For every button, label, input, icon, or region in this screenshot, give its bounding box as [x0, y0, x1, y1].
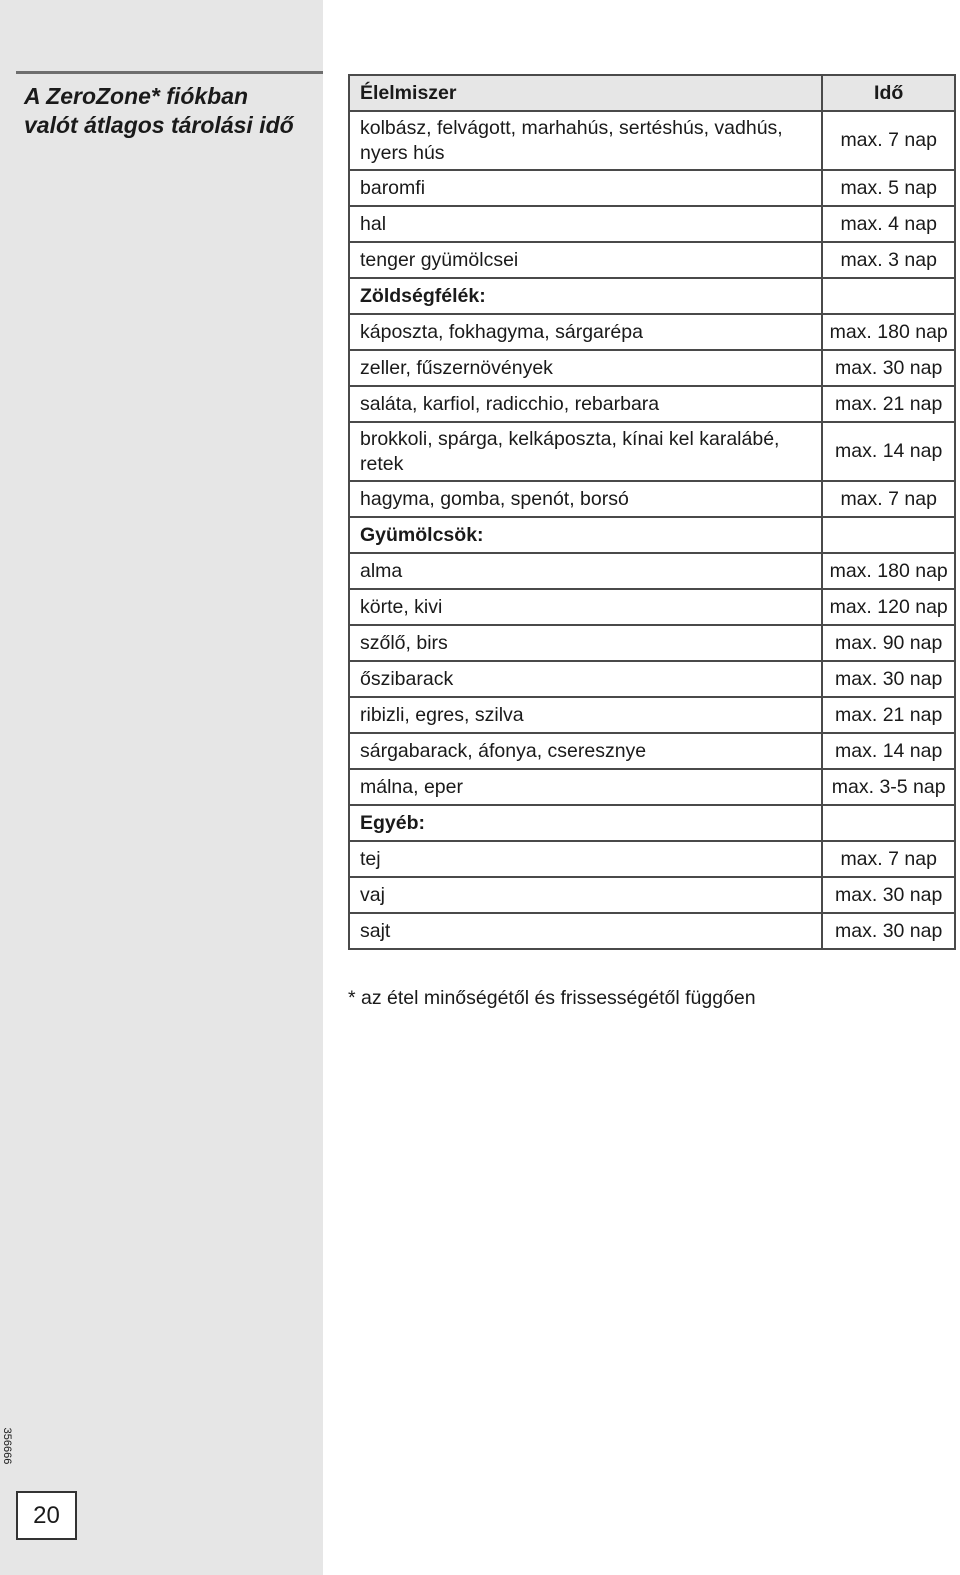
- time-cell: max. 21 nap: [822, 386, 955, 422]
- time-cell: [822, 278, 955, 314]
- time-cell: max. 14 nap: [822, 733, 955, 769]
- table-row: [349, 350, 955, 386]
- footnote: * az étel minőségétől és frissességétől függően: [348, 987, 756, 1009]
- food-cell: sárgabarack, áfonya, cseresznye: [349, 733, 822, 769]
- time-cell: max. 14 nap: [822, 422, 955, 481]
- time-cell: max. 30 nap: [822, 913, 955, 949]
- category-row: [349, 517, 955, 553]
- header-time: Idő: [822, 75, 955, 111]
- table-row: [349, 206, 955, 242]
- food-cell: saláta, karfiol, radicchio, rebarbara: [349, 386, 822, 422]
- food-cell: kolbász, felvágott, marhahús, sertéshús, vadhús, nyers hús: [349, 111, 822, 170]
- food-cell: káposzta, fokhagyma, sárgarépa: [349, 314, 822, 350]
- table-row: [349, 625, 955, 661]
- header-food: Élelmiszer: [349, 75, 822, 111]
- food-cell: őszibarack: [349, 661, 822, 697]
- time-cell: max. 3 nap: [822, 242, 955, 278]
- category-label: Egyéb:: [349, 805, 822, 841]
- time-cell: [822, 805, 955, 841]
- time-cell: max. 21 nap: [822, 697, 955, 733]
- time-cell: max. 180 nap: [822, 553, 955, 589]
- food-cell: alma: [349, 553, 822, 589]
- food-cell: tenger gyümölcsei: [349, 242, 822, 278]
- table-body: [349, 111, 955, 949]
- document-code-text: 356666: [1, 1427, 13, 1465]
- table-row: [349, 733, 955, 769]
- table-row: [349, 111, 955, 170]
- category-row: [349, 278, 955, 314]
- time-cell: max. 90 nap: [822, 625, 955, 661]
- document-code: [0, 1422, 14, 1472]
- section-title: A ZeroZone* fiókban valót átlagos tárolási idő: [24, 83, 294, 138]
- sidebar: [0, 0, 323, 1575]
- time-cell: max. 120 nap: [822, 589, 955, 625]
- table-row: [349, 841, 955, 877]
- table-row: [349, 170, 955, 206]
- food-cell: brokkoli, spárga, kelkáposzta, kínai kel karalábé, retek: [349, 422, 822, 481]
- food-cell: tej: [349, 841, 822, 877]
- storage-time-table: [348, 74, 956, 950]
- food-cell: szőlő, birs: [349, 625, 822, 661]
- food-cell: málna, eper: [349, 769, 822, 805]
- food-cell: vaj: [349, 877, 822, 913]
- time-cell: max. 4 nap: [822, 206, 955, 242]
- time-cell: [822, 517, 955, 553]
- time-cell: max. 30 nap: [822, 350, 955, 386]
- table-row: [349, 589, 955, 625]
- page-number: 20: [16, 1491, 77, 1540]
- food-cell: baromfi: [349, 170, 822, 206]
- food-cell: zeller, fűszernövények: [349, 350, 822, 386]
- time-cell: max. 30 nap: [822, 877, 955, 913]
- category-label: Zöldségfélék:: [349, 278, 822, 314]
- category-row: [349, 805, 955, 841]
- food-cell: hagyma, gomba, spenót, borsó: [349, 481, 822, 517]
- time-cell: max. 7 nap: [822, 841, 955, 877]
- table-row: [349, 769, 955, 805]
- table-header-row: [349, 75, 955, 111]
- time-cell: max. 3-5 nap: [822, 769, 955, 805]
- table-row: [349, 697, 955, 733]
- food-cell: ribizli, egres, szilva: [349, 697, 822, 733]
- time-cell: max. 30 nap: [822, 661, 955, 697]
- table-row: [349, 877, 955, 913]
- time-cell: max. 7 nap: [822, 111, 955, 170]
- table-row: [349, 422, 955, 481]
- table-row: [349, 481, 955, 517]
- food-cell: körte, kivi: [349, 589, 822, 625]
- food-cell: sajt: [349, 913, 822, 949]
- table-row: [349, 661, 955, 697]
- table-row: [349, 386, 955, 422]
- sidebar-divider: [16, 71, 323, 74]
- table-row: [349, 553, 955, 589]
- category-label: Gyümölcsök:: [349, 517, 822, 553]
- time-cell: max. 7 nap: [822, 481, 955, 517]
- table-row: [349, 314, 955, 350]
- time-cell: max. 5 nap: [822, 170, 955, 206]
- table-row: [349, 242, 955, 278]
- time-cell: max. 180 nap: [822, 314, 955, 350]
- table-row: [349, 913, 955, 949]
- food-cell: hal: [349, 206, 822, 242]
